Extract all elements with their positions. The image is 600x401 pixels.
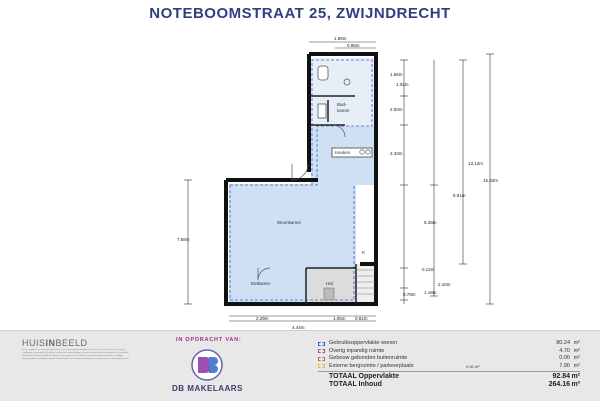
dim-top-width: 1.88m: [334, 36, 347, 41]
legend-value: 4.70: [559, 347, 570, 354]
legend-label: Gebruiksoppervlakte wonen: [329, 340, 398, 346]
dim-768: 7.68m: [177, 237, 190, 242]
legend-swatch: [318, 349, 325, 353]
legend-swatch: [318, 364, 325, 368]
room-label-eetkamer: Eetkamer: [251, 281, 271, 286]
hal-cabinet: [324, 288, 334, 300]
total-value: 264.16: [548, 381, 570, 388]
floorplan-drawing: [0, 28, 600, 332]
legend-row: [318, 348, 580, 356]
total-row: [318, 373, 580, 381]
dim-078: 0.78m: [403, 292, 416, 297]
legend-swatch: [318, 342, 325, 346]
dim-210: 2.10m: [438, 282, 451, 287]
toilet-fixture: [318, 66, 328, 80]
legend-label: Externe bergruimte / parkeerplaats: [329, 362, 414, 369]
legend-row: [318, 355, 580, 363]
dim-200: 2.00m: [390, 107, 403, 112]
footer: [0, 330, 600, 401]
area-legend: [318, 340, 580, 389]
sink-fixture: [318, 104, 326, 118]
disclaimer-text: Bij het bepalen van de vloeroppervlakte is zo veel mogelijk uitgegaan van de NEN 2580:2007 NL. Geringe afwijkingen zijn mogelijk. Hierdoor kunnen aan deze plattegrond geen rechten worden ontleend. De verstrekte informatie is louter bedoeld als indicatie. Bij eventuele verschillen tussen de plattegrond en de werkelijke situatie geldt de werkelijke situatie. Huisinbeeld is niet aansprakelijk voor eventuele fouten in deze plattegrond.: [22, 349, 129, 361]
dim-1312: 13.12m: [468, 161, 484, 166]
title-bar: [0, 0, 600, 28]
page-title: NOTEBOOMSTRAAT 25, ZWIJNDRECHT: [149, 5, 451, 22]
dim-333: 3.33m: [390, 151, 403, 156]
legend-row: [318, 363, 580, 371]
dim-b-444: 4.44m: [292, 325, 305, 330]
legend-label: Gebouw gebonden buitenruimte: [329, 355, 408, 361]
legend-value: 0.00: [559, 355, 570, 361]
legend-unit: m²: [573, 340, 580, 346]
dim-b-105: 1.05m: [333, 316, 346, 321]
dim-012: 0.12m: [422, 267, 435, 272]
room-label-stair: K: [362, 250, 366, 255]
legend-unit: m²: [573, 355, 580, 361]
room-label-badkamer: Bad-: [337, 102, 347, 107]
room-label-woonkamer: Woonkamer: [277, 220, 302, 225]
huisinbeeld-logo: HUISINBEELD: [22, 338, 88, 348]
room-label-badkamer-2: kamer: [337, 108, 350, 113]
total-row: [318, 381, 580, 389]
legend-swatch: [318, 357, 325, 361]
dim-891: 8.91m: [453, 193, 466, 198]
legend-label: Overig inpandig ruimte: [329, 347, 385, 354]
room-label-keuken: Keuken: [335, 150, 351, 155]
legend-unit: m²: [573, 362, 580, 369]
total-label: TOTAAL Oppervlakte: [329, 373, 400, 380]
total-unit: m²: [571, 373, 580, 380]
legend-sub-value: 0.00 m²: [466, 363, 480, 369]
room-label-hal: Hal: [326, 281, 333, 286]
legend-row: [318, 340, 580, 348]
legend-divider: [318, 371, 580, 372]
total-value: 92.84: [552, 373, 570, 380]
total-unit: m³: [571, 381, 580, 388]
legend-value: 80.24: [556, 340, 570, 346]
dim-102: 1.02m: [396, 82, 409, 87]
dim-548: 5.48m: [424, 220, 437, 225]
total-label: TOTAAL Inhoud: [329, 381, 382, 388]
dim-b-229: 2.29m: [256, 316, 269, 321]
db-makelaars-logo-text: DB MAKELAARS: [172, 384, 243, 393]
db-makelaars-logo-icon: [190, 348, 224, 382]
dim-top-inner: 0.98m: [347, 43, 360, 48]
legend-unit: m²: [573, 347, 580, 354]
dim-166: 1.66m: [390, 72, 403, 77]
opdracht-label: IN OPDRACHT VAN:: [176, 337, 242, 343]
dim-1532: 15.32m: [483, 178, 499, 183]
dim-b-081: 0.81m: [355, 316, 368, 321]
legend-value: 7.90: [559, 362, 570, 369]
dim-118: 1.18m: [424, 290, 437, 295]
front-door-arc: [292, 164, 308, 180]
